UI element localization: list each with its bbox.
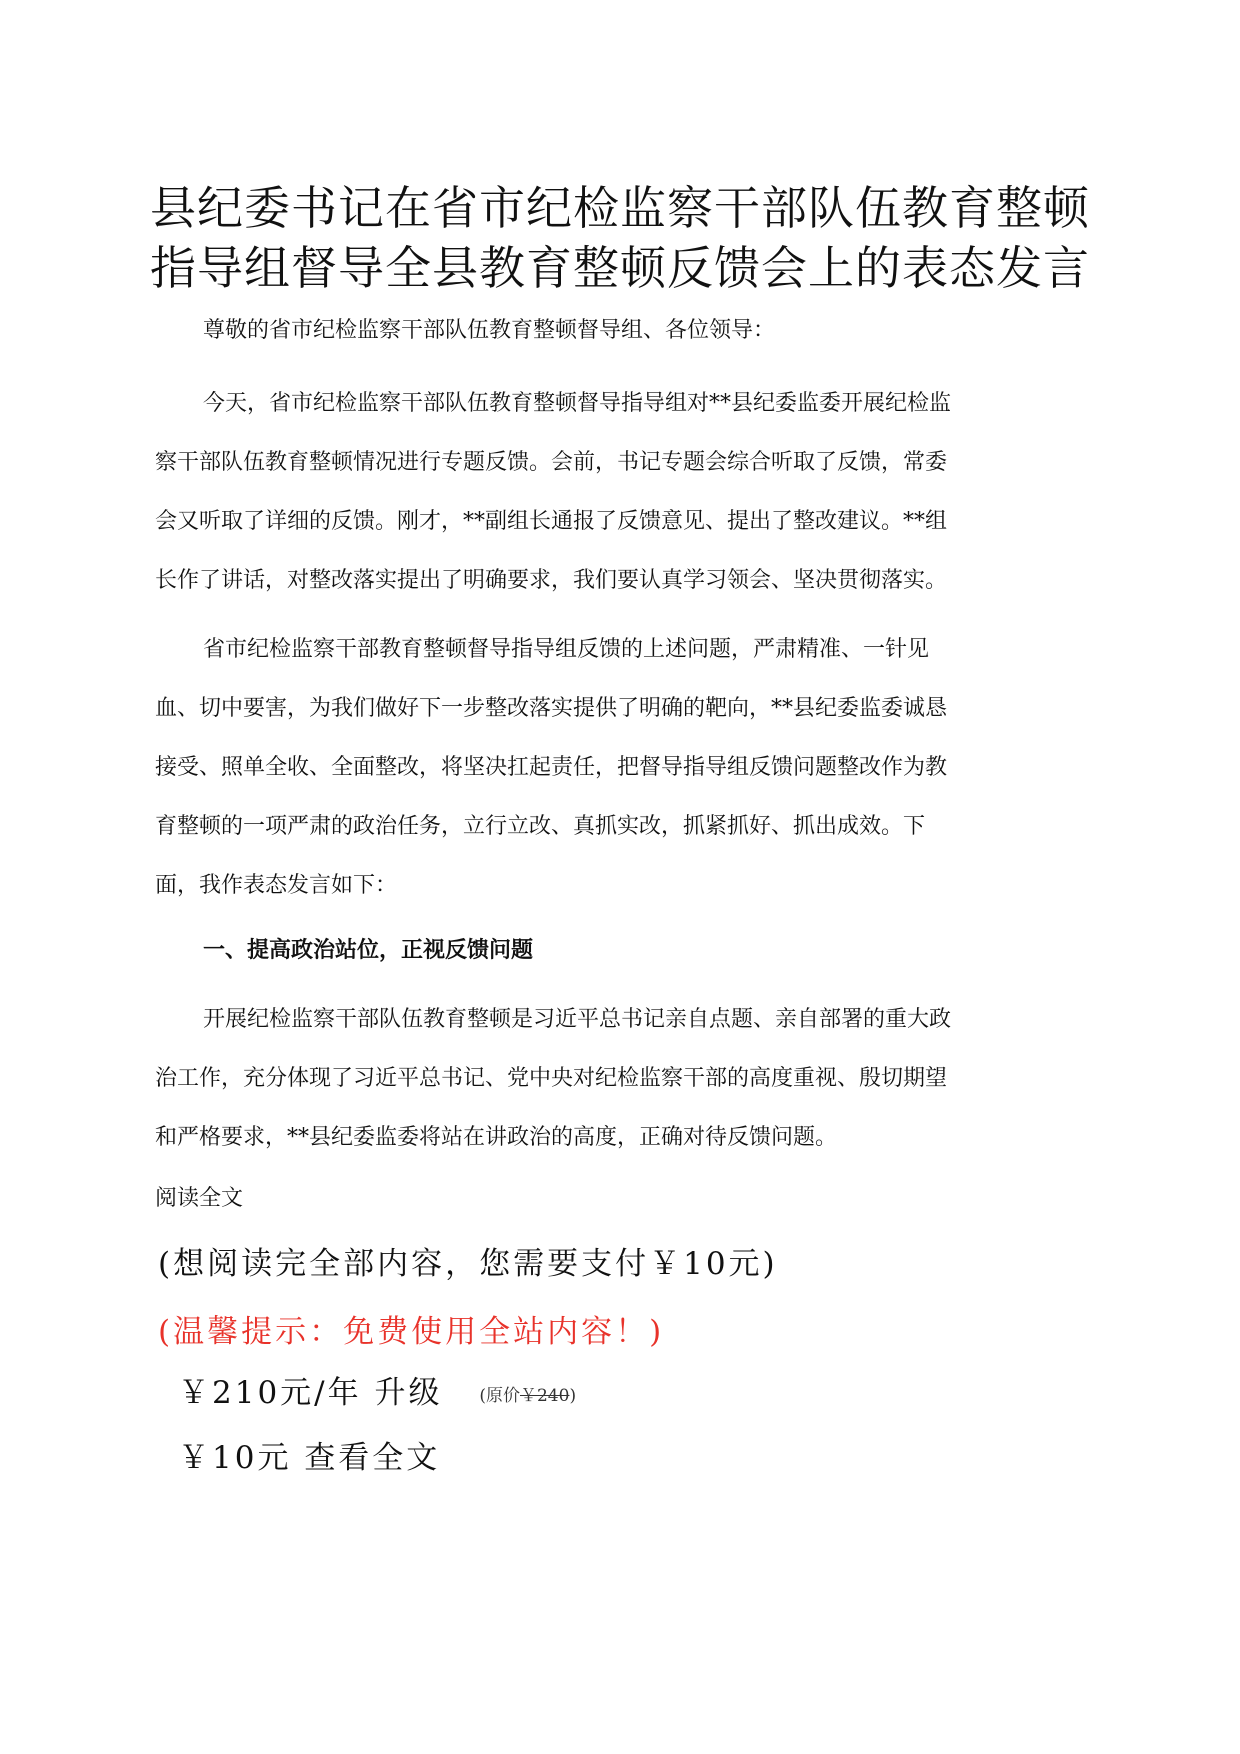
original-price-note — [479, 1386, 576, 1406]
annual-upgrade-button[interactable] — [178, 1372, 576, 1417]
paragraph-feedback-intro — [155, 374, 1085, 610]
paragraph-line: 育整顿的一项严肃的政治任务，立行立改、真抓实改，抓紧抓好、抓出成效。下 — [155, 814, 926, 839]
paragraph-line: 血、切中要害，为我们做好下一步整改落实提供了明确的靶向，**县纪委监委诚恳 — [155, 696, 948, 721]
single-purchase-button[interactable] — [178, 1437, 440, 1479]
title-line: 县纪委书记在省市纪检监察干部队伍教育整顿 — [150, 181, 1090, 235]
upgrade-label: 升级 — [374, 1375, 443, 1411]
title-line: 指导组督导全县教育整顿反馈会上的表态发言 — [150, 241, 1090, 295]
paragraph-line: 面，我作表态发言如下： — [155, 873, 398, 898]
annual-price: ￥210元/年 — [178, 1375, 362, 1411]
single-price: ￥10元 — [178, 1440, 292, 1476]
paragraph-acceptance — [155, 620, 1085, 915]
section-heading: 一、提高政治站位，正视反馈问题 — [203, 937, 534, 963]
original-price: ￥240 — [519, 1386, 570, 1406]
paragraph-line: 长作了讲话，对整改落实提出了明确要求，我们要认真学习领会、坚决贯彻落实。 — [155, 568, 948, 593]
paragraph-line: 接受、照单全收、全面整改，将坚决扛起责任，把督导指导组反馈问题整改作为教 — [155, 755, 948, 780]
paragraph-political-stance — [155, 990, 1085, 1167]
paragraph-line: 察干部队伍教育整顿情况进行专题反馈。会前，书记专题会综合听取了反馈，常委 — [155, 450, 948, 475]
payment-notice: (想阅读完全部内容，您需要支付￥10元) — [158, 1246, 778, 1282]
read-full-text-link[interactable]: 阅读全文 — [155, 1186, 244, 1211]
paragraph-line: 省市纪检监察干部教育整顿督导指导组反馈的上述问题，严肃精准、一针见 — [203, 637, 930, 662]
document-title — [150, 178, 1090, 298]
paragraph-line: 开展纪检监察干部队伍教育整顿是习近平总书记亲自点题、亲自部署的重大政 — [203, 1007, 952, 1032]
paragraph-line: 今天，省市纪检监察干部队伍教育整顿督导指导组对**县纪委监委开展纪检监 — [203, 391, 952, 416]
paragraph-line: 治工作，充分体现了习近平总书记、党中央对纪检监察干部的高度重视、殷切期望 — [155, 1066, 948, 1091]
salutation: 尊敬的省市纪检监察干部队伍教育整顿督导组、各位领导： — [203, 318, 776, 343]
paragraph-line: 和严格要求，**县纪委监委将站在讲政治的高度，正确对待反馈问题。 — [155, 1125, 838, 1150]
original-price-suffix: ) — [569, 1386, 577, 1406]
original-price-prefix: (原价 — [479, 1386, 520, 1406]
paragraph-line: 会又听取了详细的反馈。刚才，**副组长通报了反馈意见、提出了整改建议。**组 — [155, 509, 948, 534]
free-use-tip[interactable]: (温馨提示：免费使用全站内容！) — [158, 1314, 665, 1350]
view-full-text-label: 查看全文 — [304, 1440, 441, 1476]
